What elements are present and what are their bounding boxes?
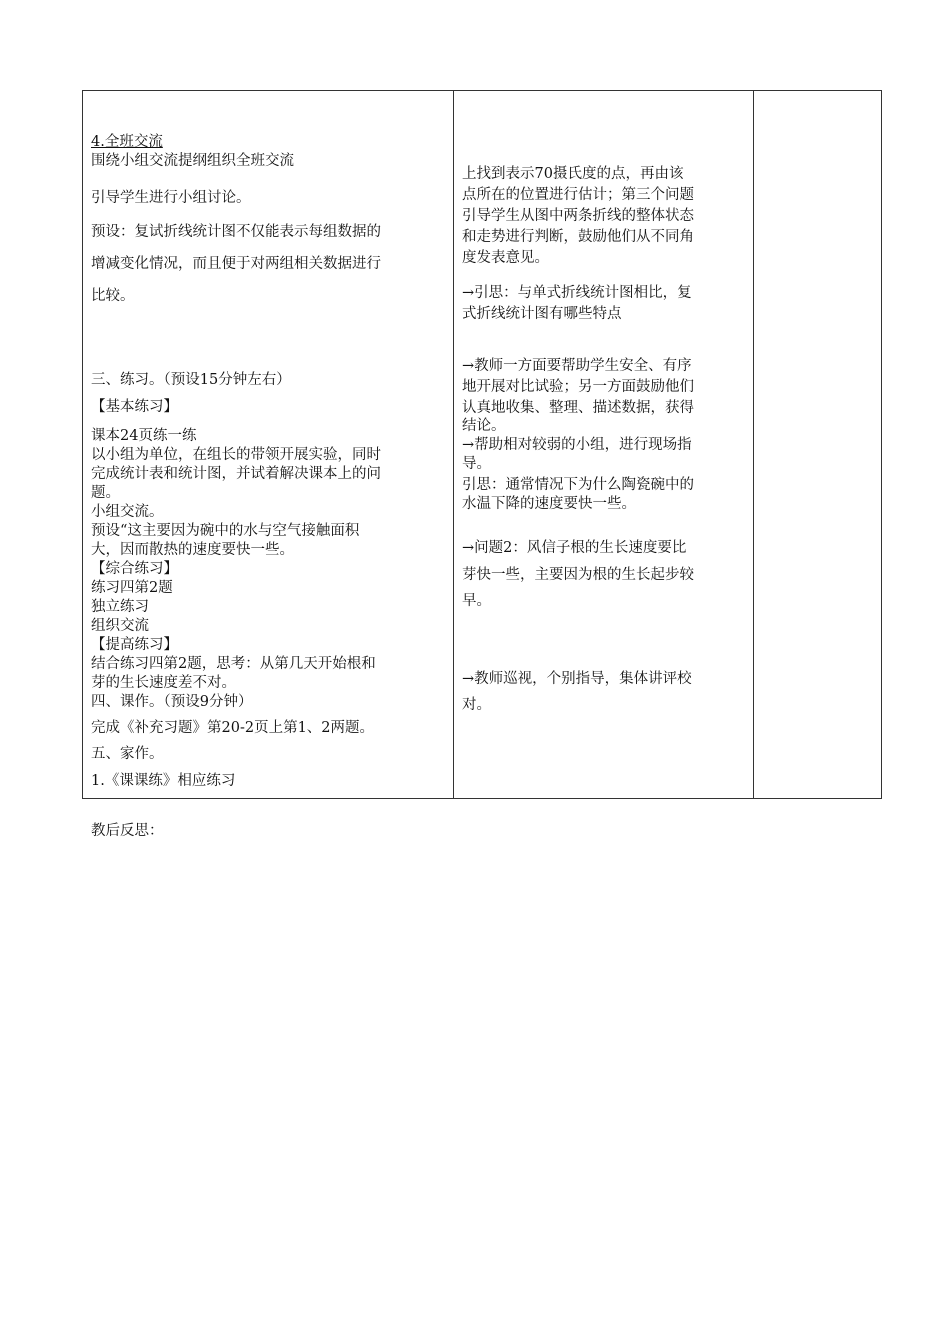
- text-line: →引思：与单式折线统计图相比，复: [462, 285, 692, 301]
- text-line: 练习四第2题: [91, 580, 173, 596]
- text-line: 结论。: [462, 418, 506, 434]
- text-line: 点所在的位置进行估计；第三个问题: [462, 187, 694, 203]
- text-line: 组织交流: [91, 618, 149, 634]
- text-line: 结合练习四第2题，思考：从第几天开始根和: [91, 656, 376, 672]
- column-divider: [453, 91, 454, 798]
- text-line: 地开展对比试验；另一方面鼓励他们: [462, 379, 694, 395]
- text-line: 上找到表示70摄氏度的点，再由该: [462, 166, 684, 182]
- text-line: 完成统计表和统计图，并试着解决课本上的问: [91, 466, 381, 482]
- text-line: 以小组为单位，在组长的带领开展实验，同时: [91, 447, 381, 463]
- section-heading: 【基本练习】: [91, 399, 178, 415]
- text-line: 式折线统计图有哪些特点: [462, 306, 622, 322]
- text-line: 认真地收集、整理、描述数据，获得: [462, 400, 694, 416]
- text-line: →教师巡视，个别指导，集体讲评校: [462, 671, 692, 687]
- text-line: 引思：通常情况下为什么陶瓷碗中的: [462, 477, 694, 493]
- column-divider: [753, 91, 754, 798]
- text-line: 独立练习: [91, 599, 149, 615]
- text-line: →问题2：风信子根的生长速度要比: [462, 540, 687, 556]
- text-line: 引导学生从图中两条折线的整体状态: [462, 208, 694, 224]
- text-line: 芽的生长速度差不对。: [91, 675, 236, 691]
- text-line: 芽快一些，主要因为根的生长起步较: [462, 567, 694, 583]
- text-line: 预设“这主要因为碗中的水与空气接触面积: [91, 523, 360, 539]
- text-line: 完成《补充习题》第20-2页上第1、2两题。: [91, 720, 375, 736]
- text-line: 【提高练习】: [91, 637, 178, 653]
- text-line: 引导学生进行小组讨论。: [91, 190, 251, 206]
- text-line: 预设：复试折线统计图不仅能表示每组数据的: [91, 224, 381, 240]
- text-line: →帮助相对较弱的小组，进行现场指: [462, 437, 692, 453]
- text-line: →教师一方面要帮助学生安全、有序: [462, 358, 692, 374]
- text-line: 比较。: [91, 288, 135, 304]
- text-line: 水温下降的速度要快一些。: [462, 496, 636, 512]
- text-line: 度发表意见。: [462, 250, 549, 266]
- text-line: 对。: [462, 697, 491, 713]
- text-line: 导。: [462, 456, 491, 472]
- text-line: 和走势进行判断，鼓励他们从不同角: [462, 229, 694, 245]
- text-line: 题。: [91, 485, 120, 501]
- text-line: 课本24页练一练: [91, 428, 197, 444]
- section-heading: 三、练习。（预设15分钟左右）: [91, 372, 291, 388]
- reflection-label: 教后反思：: [91, 823, 164, 839]
- text-line: 增减变化情况，而且便于对两组相关数据进行: [91, 256, 381, 272]
- text-line: 围绕小组交流提纲组织全班交流: [91, 153, 294, 169]
- section-heading: 4.全班交流: [91, 134, 163, 150]
- text-line: 大，因而散热的速度要快一些。: [91, 542, 294, 558]
- text-line: 【综合练习】: [91, 561, 178, 577]
- section-heading: 五、家作。: [91, 746, 164, 762]
- text-line: 早。: [462, 593, 491, 609]
- text-line: 1.《课课练》相应练习: [91, 773, 236, 789]
- text-line: 小组交流。: [91, 504, 164, 520]
- text-line: 四、课作。（预设9分钟）: [91, 694, 253, 710]
